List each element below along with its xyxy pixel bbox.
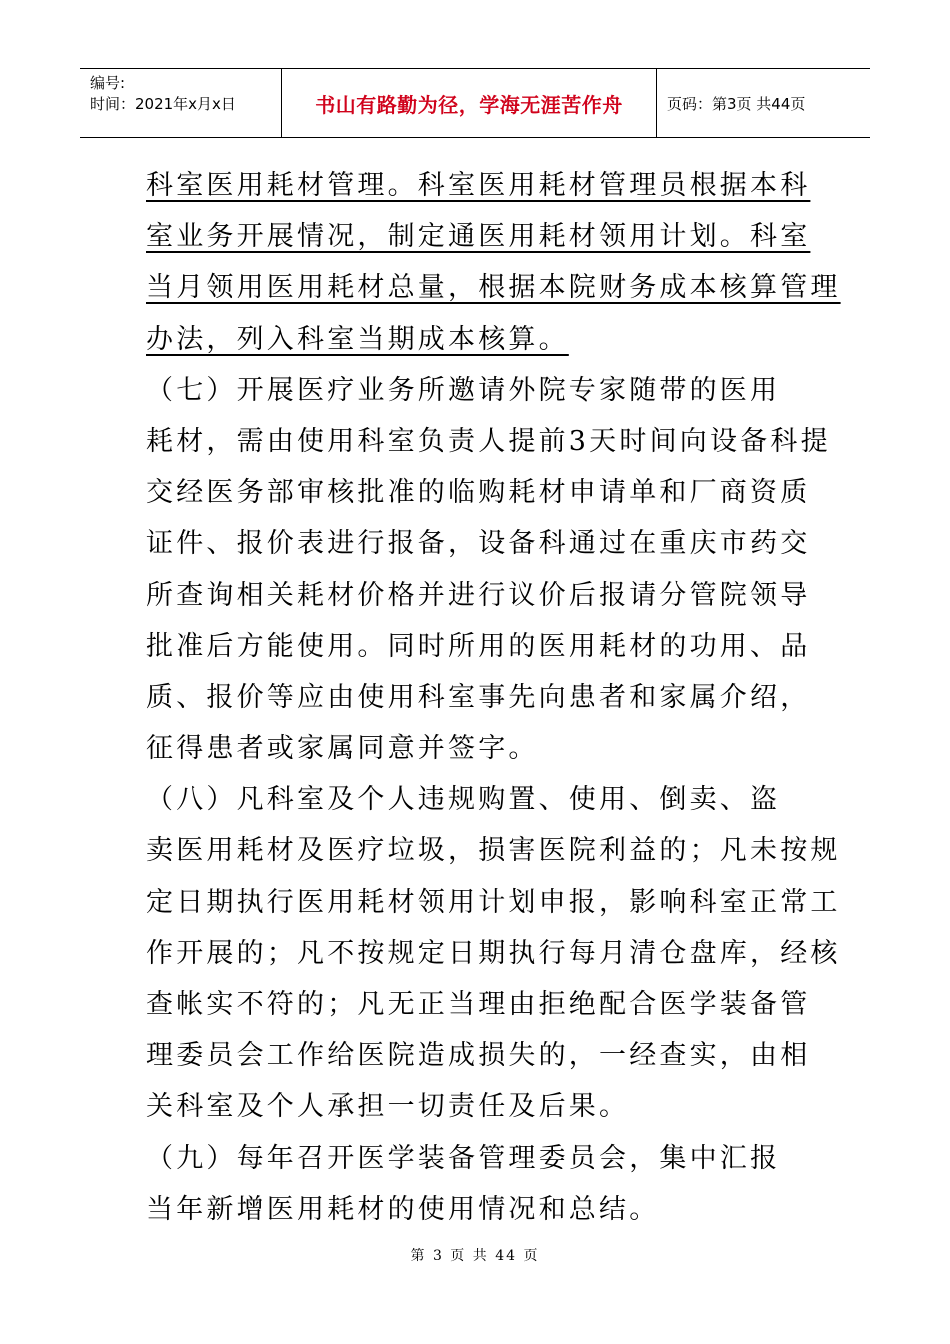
line-wrapper [146, 877, 841, 928]
line-wrapper [146, 262, 841, 313]
text-line: 办法，列入科室当期成本核算。 [146, 323, 569, 355]
line-wrapper [146, 979, 816, 1030]
page-footer: 第 3 页 共 44 页 [410, 1248, 540, 1264]
header-motto: 书山有路勤为径，学海无涯苦作舟 [282, 69, 657, 137]
page-header [80, 68, 870, 138]
text-line: （八）凡科室及个人违规购置、使用、倒卖、盗 [146, 784, 781, 816]
line-wrapper [146, 723, 816, 774]
header-page-info: 页码：第3页 共44页 [667, 94, 806, 113]
text-line: 室业务开展情况，制定通医用耗材领用计划。科室 [146, 221, 811, 253]
line-wrapper [146, 314, 816, 365]
text-line: 征得患者或家属同意并签字。 [146, 733, 539, 765]
text-line: 当年新增医用耗材的使用情况和总结。 [146, 1193, 660, 1225]
text-line: 证件、报价表进行报备，设备科通过在重庆市药交 [146, 528, 811, 560]
line-wrapper [146, 467, 816, 518]
text-line: 当月领用医用耗材总量，根据本院财务成本核算管理 [146, 272, 841, 304]
line-wrapper [146, 160, 816, 211]
header-meta [80, 69, 282, 137]
text-line: 交经医务部审核批准的临购耗材申请单和厂商资质 [146, 477, 811, 509]
time-label: 时间：2021年x月x日 [90, 95, 236, 113]
text-line: 关科室及个人承担一切责任及后果。 [146, 1091, 630, 1123]
line-wrapper [146, 621, 816, 672]
text-line: 耗材，需由使用科室负责人提前3天时间向设备科提 [146, 425, 831, 457]
paragraph [146, 160, 841, 365]
text-line: 理委员会工作给医院造成损失的，一经查实，由相 [146, 1040, 811, 1072]
line-wrapper [146, 672, 816, 723]
document-body [146, 160, 841, 1235]
text-line: 卖医用耗材及医疗垃圾，损害医院利益的；凡未按规 [146, 835, 841, 867]
text-line: 质、报价等应由使用科室事先向患者和家属介绍， [146, 681, 811, 713]
line-wrapper [146, 774, 816, 825]
line-wrapper [146, 416, 831, 467]
line-wrapper [146, 825, 841, 876]
paragraph [146, 774, 841, 1132]
text-line: 作开展的；凡不按规定日期执行每月清仓盘库，经核 [146, 937, 841, 969]
line-wrapper [146, 1133, 816, 1184]
text-line: 定日期执行医用耗材领用计划申报，影响科室正常工 [146, 886, 841, 918]
line-wrapper [146, 211, 816, 262]
text-line: （九）每年召开医学装备管理委员会，集中汇报 [146, 1142, 781, 1174]
number-label: 编号: [90, 74, 126, 92]
line-wrapper [146, 1030, 816, 1081]
line-wrapper [146, 928, 841, 979]
line-wrapper [146, 518, 816, 569]
line-wrapper [146, 570, 816, 621]
line-wrapper [146, 1081, 816, 1132]
paragraph [146, 365, 831, 775]
text-line: 所查询相关耗材价格并进行议价后报请分管院领导 [146, 579, 811, 611]
text-line: 科室医用耗材管理。科室医用耗材管理员根据本科 [146, 170, 811, 201]
text-line: 批准后方能使用。同时所用的医用耗材的功用、品 [146, 630, 811, 662]
text-line: 查帐实不符的；凡无正当理由拒绝配合医学装备管 [146, 989, 811, 1020]
text-line: （七）开展医疗业务所邀请外院专家随带的医用 [146, 374, 781, 406]
line-wrapper [146, 365, 816, 416]
paragraph [146, 1133, 816, 1235]
line-wrapper [146, 1184, 816, 1235]
